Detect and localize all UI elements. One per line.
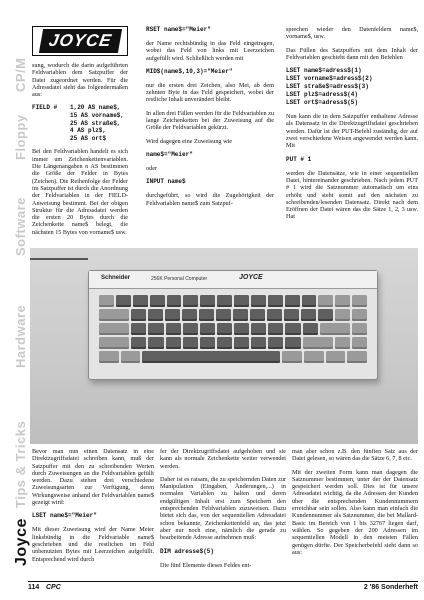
section-sidebar	[0, 0, 30, 600]
code-line: name$="Meier"	[146, 150, 193, 158]
paragraph: oder	[146, 164, 157, 172]
article-column-3	[286, 26, 418, 227]
sidebar-category-hardware: Hardware	[13, 304, 28, 368]
paragraph: Bevor man nun einen Datensatz in eine Direktzugriffsdatei schreiben kann, muß der Satzpuffer mit den zu schreibenden Werten durch Zuweisungen an die Feldvariablen gefüllt werden. Dazu stehen drei verschiedene Zuweisungsarten zur Verfügung, deren Wirkungsweise anhand der Feldvariablen name$ gezeigt wird:	[32, 448, 154, 507]
paragraph: werden die Datensätze, wie in einer sequentiellen Datei, hintereinander geschrieben. Nach jedem PUT # 1 wird die Satznummer automatisch um eins erhöht und steht somit auf den nächsten zu schreibenden/lesenden Datensatz. Direkt nach dem Eröffnen der Datei wären das die Sätze 1, 2, 3 usw. Hat	[286, 169, 418, 221]
sidebar-category-cpm: CP/M	[13, 57, 28, 92]
article-column-4	[32, 448, 154, 569]
code-block: LSET name$=adress$(1) LSET vorname$=adress$(2) LSET straße$=adress$(3) LSET plz$=adress$(4) LSET ort$=adress$(5)	[286, 67, 373, 107]
keyboard-photo	[30, 248, 418, 444]
paragraph: Nun kann die in dem Satzpuffer enthaltene Adresse als Datensatz in die Direktzugriffsdatei geschrieben werden. Dafür ist der PUT-Befehl zuständig, der auf zwei verschiedene Weisen angewendet werden kann. Mit	[286, 113, 418, 150]
paragraph: Mit der zweiten Form kann man dagegen die Satznummer bestimmen, unter der der Datensatz gespeichert werden soll. Dies ist für unsere Adressdatei wichtig, da die Adressen der Kunden über die entsprechenden Kundennummern erreichbar sein sollen. Also kann man einfach die Kundennummer als Satznummer, die bei Mallard-Basic im Bereich von 1 bis 32767 liegen darf, wählen. So gegeben der 200 Adressen im sequentiellen Modell in den meisten Fällen genügen dürfte. Der Speicherbefehl sieht dann so aus:	[292, 468, 418, 556]
paragraph: nur die ersten drei Zeichen, also Mei, ab dem zehnten Byte in das Feld gespeichert, wobei der restliche Inhalt unverändert bleibt.	[146, 81, 274, 104]
paragraph: sung, wodurch die darin aufgeführten Feldvariablen dem Satzpuffer der Datei zugeordnet werden. Für die Adressdatei sieht das folgendermaßen aus:	[32, 62, 128, 99]
article-column-5	[160, 448, 286, 575]
keyboard	[88, 270, 378, 380]
paragraph: durchgeführt, so wird die Zugehörigkeit der Feldvariablen name$ zum Satzpuf-	[146, 192, 274, 207]
paragraph: der Name rechtsbündig in das Feld eingetragen, wobei das Feld von links mit Leerzeichen aufgefüllt wird. Schließlich werden mit	[146, 40, 274, 62]
code-line: MID$(name$,10,3)="Meier"	[146, 67, 233, 75]
paragraph: Das Füllen des Satzpuffers mit dem Inhalt der Feldvariablen geschieht dann mit den Befehlen	[286, 46, 418, 61]
paragraph: Die fünf Elemente dieses Feldes ent-	[160, 561, 252, 569]
sidebar-category-software: Software	[13, 197, 28, 256]
keyboard-keys	[99, 295, 367, 365]
joyce-logo: JOYCE	[39, 29, 122, 53]
keyboard-brand: Schneider	[101, 275, 131, 281]
magazine-name: CPC	[46, 584, 61, 591]
issue-label: 2 '86 Sonderheft	[363, 584, 418, 591]
sidebar-category-floppy: Floppy	[13, 114, 28, 160]
code-line: LSET name$="Meier"	[32, 512, 97, 520]
article-column-1	[32, 62, 128, 242]
code-line: DIM adresse$(5)	[160, 547, 215, 555]
joyce-logo-box	[32, 26, 128, 56]
keyboard-cable	[30, 258, 88, 260]
paragraph: In allen drei Fällen werden für die Feldvariablen zu lange Zeichenketten bei der Zuweisung auf die Größe der Feldvariablen gekürzt.	[146, 109, 274, 132]
footer-rule	[28, 581, 418, 582]
paragraph: man aber schon z.B. den fünften Satz aus der Datei gelesen, so wären das die Sätze 6, 7, 8 etc.	[292, 448, 418, 463]
sidebar-category-tips: Tips & Tricks	[13, 420, 28, 508]
paragraph: Daher ist es ratsam, die zu speichernden Daten zur Manipulation (Eingaben, Änderungen,...) in normalen Variablen zu halten und deren endgültigen Inhalt erst zum Speichern den entsprechenden Feldvariablen zuzuweisen. Dazu bietet sich das, von der sequentiellen Adressdatei schon bekannte, Zeichenkettenfeld an, das jetzt aber nur noch eine, nämlich die gerade zu bearbeitende Adresse aufnehmen muß:	[160, 475, 286, 542]
code-line: INPUT name$	[146, 178, 186, 186]
page-number: 114	[28, 584, 40, 591]
keyboard-joyce-label: JOYCE	[239, 274, 263, 281]
article-column-2	[146, 26, 274, 213]
paragraph: Bei den Feldvariablen handelt es sich immer um Zeichenkettenvariablen. Die Längenangaben n AS bestimmen die Größe der Felder in Bytes (Zeichen). Die Reihenfolge der Felder im Satzpuffer ist durch die Anordnung der Feldvariablen in der FIELD-Anweisung bestimmt. Bei der obigen Struktur für die Adressdatei werden die ersten 20 Bytes durch die Zeichenkette name$ belegt, die nächsten 15 Bytes von vorname$ usw.	[32, 148, 128, 236]
paragraph: sprechen wieder den Datenfeldern name$, vorname$, usw.	[286, 26, 418, 41]
paragraph: fer der Direktzugriffsdatei aufgehoben und sie kann als normale Zeichenkette weiter verwendet werden.	[160, 448, 286, 470]
article-column-6	[292, 448, 418, 562]
keyboard-model: 256K Personal Computer	[151, 276, 208, 282]
field-statement: FIELD # 1,20 AS name$, 15 AS vorname$, 25 AS straße$, 4 AS plz$, 25 AS ort$	[32, 104, 125, 142]
code-line: PUT # 1	[286, 155, 312, 163]
keyboard-top-strip	[89, 271, 377, 289]
code-line: RSET name$="Meier"	[146, 26, 211, 33]
paragraph: Mit dieser Zuweisung wird der Name Meier linksbündig in die Feldvariable name$ geschrieben und die restlichen im Feld unbenutzten Bytes mit Leerzeichen aufgefüllt. Entsprechend wird durch	[32, 526, 154, 563]
sidebar-section-title: Joyce	[13, 518, 30, 566]
paragraph: Wird dagegen eine Zuweisung wie	[146, 137, 233, 145]
